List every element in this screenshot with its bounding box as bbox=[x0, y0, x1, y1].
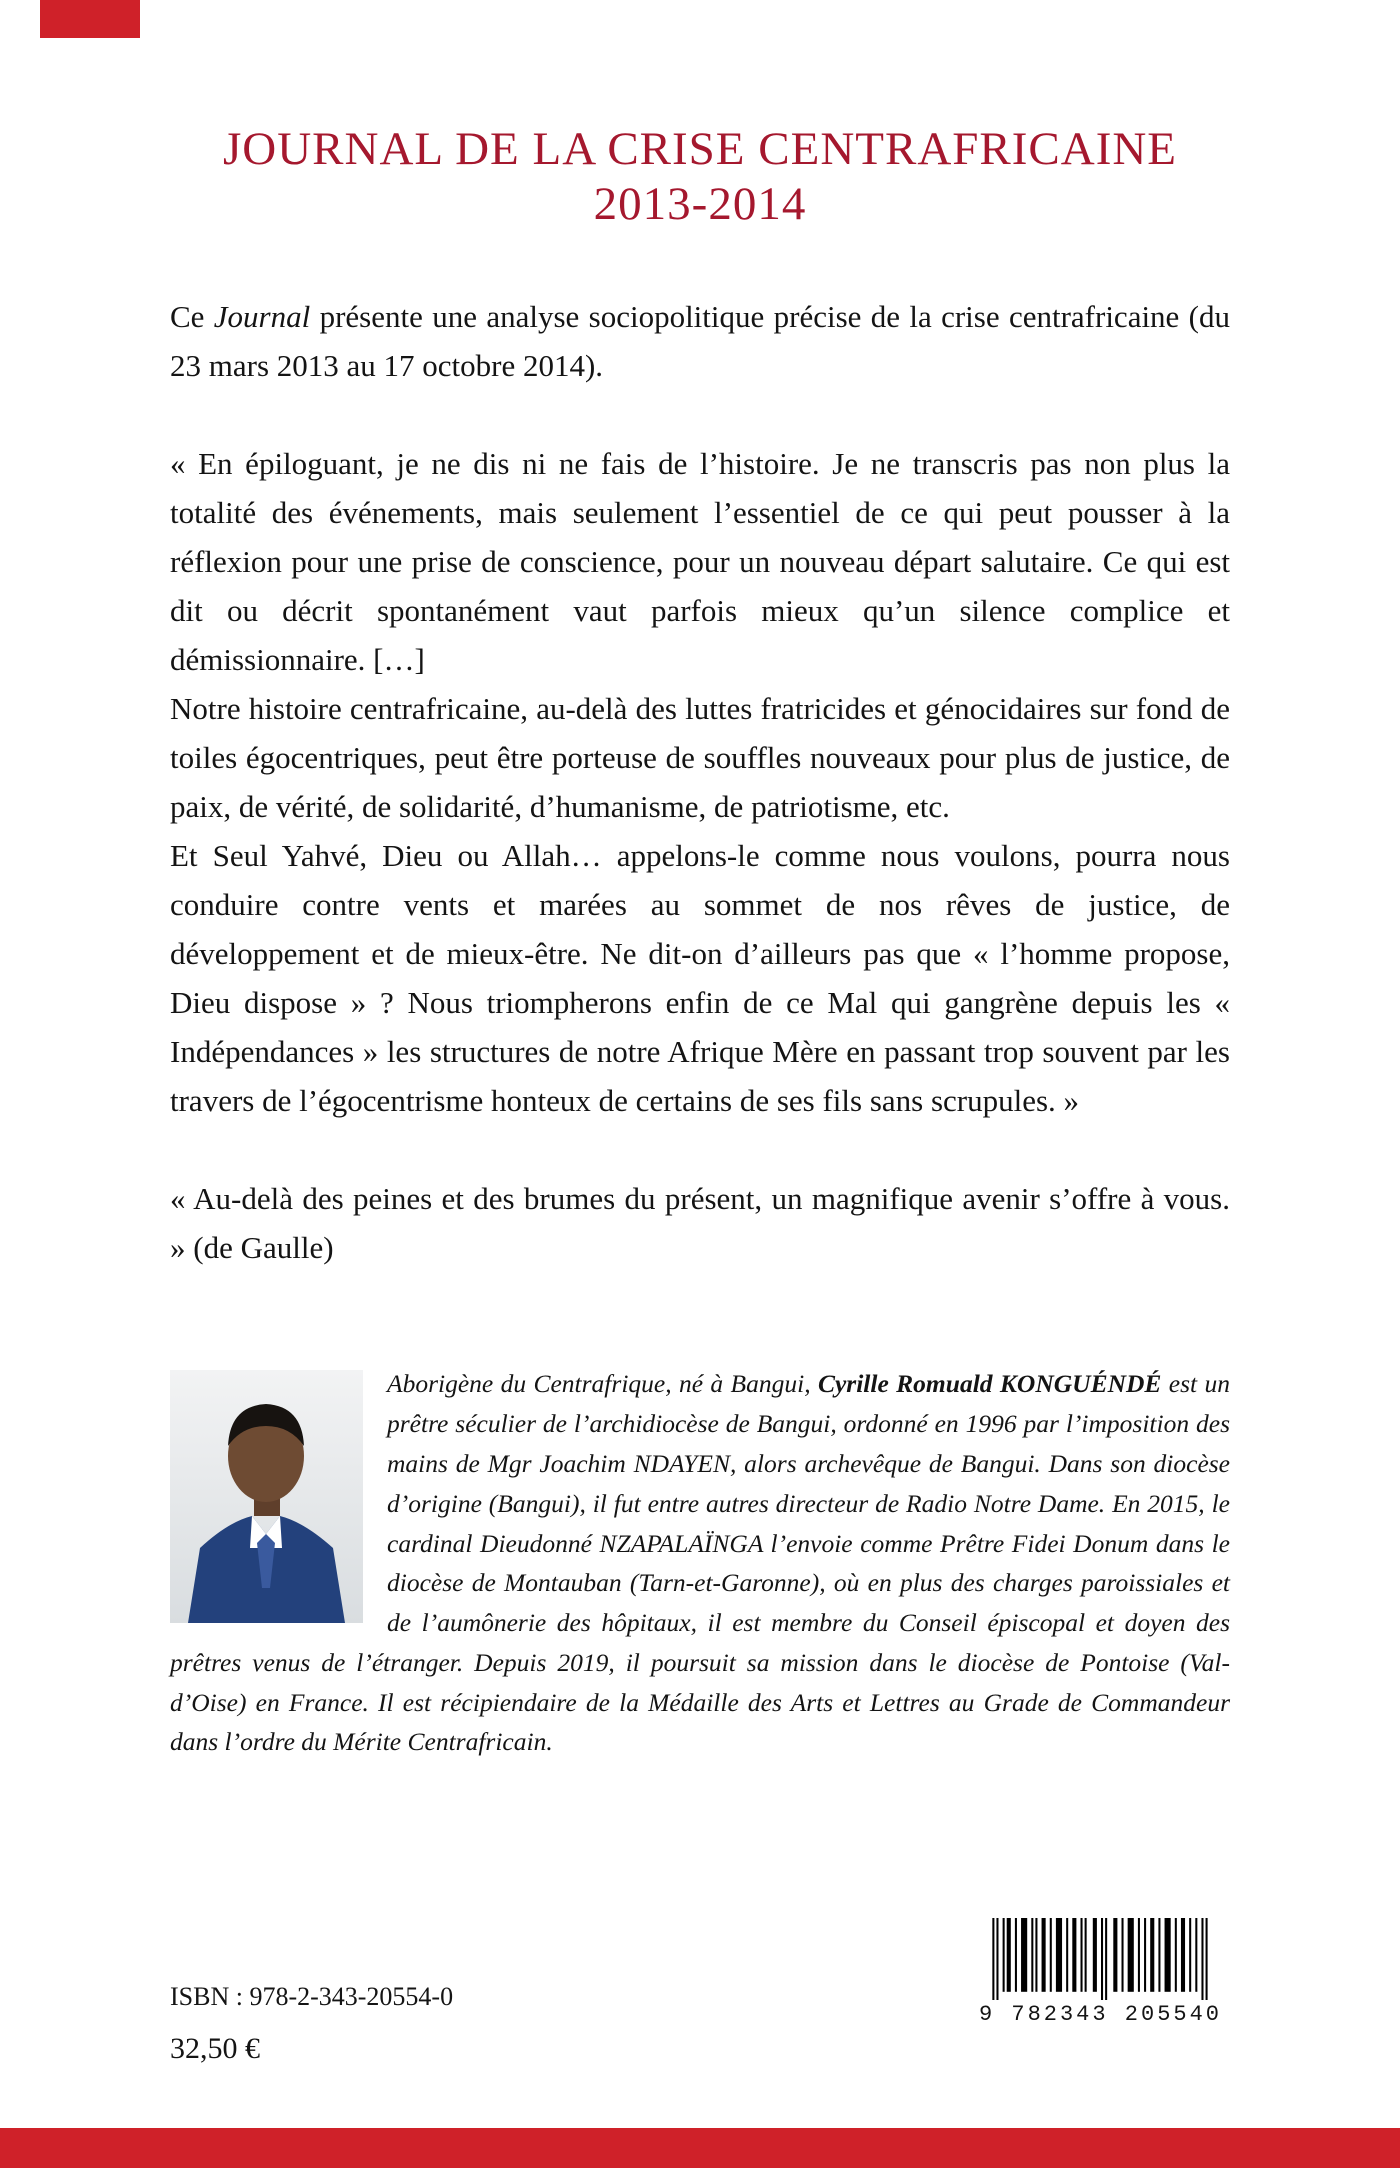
intro-journal-italic: Journal bbox=[213, 299, 311, 335]
quote-paragraph-3: Et Seul Yahvé, Dieu ou Allah… appelons-le comme nous voulons, pourra nous conduire contre vents et marées au sommet de nos rêves de justice, de développement et de mieux-être. Ne dit-on d’ailleurs pas que « l’homme propose, Dieu dispose » ? Nous triompherons enfin de ce Mal qui gangrène depuis les « Indépendances » les structures de notre Afrique Mère en passant trop souvent par les travers de l’égocentrisme honteux de certains de ses fils sans scrupules. » bbox=[170, 837, 1230, 1118]
barcode bbox=[967, 1914, 1234, 2034]
bio-part-1: Aborigène du Centrafrique, né à Bangui, bbox=[387, 1369, 818, 1399]
title-line-2: 2013-2014 bbox=[593, 177, 807, 230]
isbn-text: ISBN : 978-2-343-20554-0 bbox=[170, 1982, 454, 2011]
quote-paragraph-2: Notre histoire centrafricaine, au-delà des luttes fratricides et génocidaires sur fond de toiles égocentriques, peut être porteuse de souffles nouveaux pour plus de justice, de paix, de vérité, de solidarité, d’humanisme, de patriotisme, etc. bbox=[170, 690, 1230, 824]
price-text: 32,50 € bbox=[170, 2032, 260, 2065]
back-cover-text bbox=[170, 293, 1230, 1272]
intro-paragraph bbox=[170, 293, 1230, 391]
bio-part-2: est un prêtre séculier de l’archidiocèse de Bangui, ordonné en 1996 par l’imposition des mains de Mgr Joachim NDAYEN, alors archevêque de Bangui. Dans son diocèse d’origine (Bangui), il fut entre autres directeur de Radio Notre Dame. En 2015, le cardinal Dieudonné NZAPALAÏNGA l’envoie comme Prêtre Fidei Donum dans le diocèse de Montauban (Tarn-et-Garonne), où en plus des charges paroissiales et de l’aumônerie des hôpitaux, il est membre du Conseil épiscopal et doyen des prêtres venus de l’étranger. Depuis 2019, il poursuit sa mission dans le diocèse de Pontoise (Val-d’Oise) en France. Il est récipiendaire de la Médaille des Arts et Lettres au Grade de Commandeur dans l’ordre du Mérite Centrafricain. bbox=[170, 1369, 1231, 1757]
isbn-price-block bbox=[170, 1984, 453, 2064]
barcode-digits: 9 782343 205540 bbox=[978, 2002, 1223, 2027]
book-title bbox=[0, 122, 1400, 231]
intro-post: présente une analyse sociopolitique précise de la crise centrafricaine (du 23 mars 2013 au 17 octobre 2014). bbox=[170, 299, 1230, 383]
title-line-1: JOURNAL DE LA CRISE CENTRAFRICAINE bbox=[222, 123, 1177, 175]
author-photo bbox=[170, 1370, 363, 1623]
barcode-bars bbox=[981, 1918, 1221, 2000]
bottom-red-bar bbox=[0, 2128, 1400, 2168]
quote-paragraph-1: « En épiloguant, je ne dis ni ne fais de l’histoire. Je ne transcris pas non plus la totalité des événements, mais seulement l’essentiel de ce qui peut pousser à la réflexion pour une prise de conscience, pour un nouveau départ salutaire. Ce qui est dit ou décrit spontanément vaut parfois mieux qu’un silence complice et démissionnaire. […] bbox=[170, 445, 1230, 677]
top-red-mark bbox=[40, 0, 140, 38]
de-gaulle-quote: « Au-delà des peines et des brumes du présent, un magnifique avenir s’offre à vous. » (de Gaulle) bbox=[170, 1180, 1230, 1265]
author-bio-section bbox=[170, 1364, 1230, 1762]
intro-pre: Ce bbox=[170, 299, 214, 335]
title-block bbox=[0, 122, 1400, 231]
author-name: Cyrille Romuald KONGUÉNDÉ bbox=[817, 1369, 1162, 1399]
